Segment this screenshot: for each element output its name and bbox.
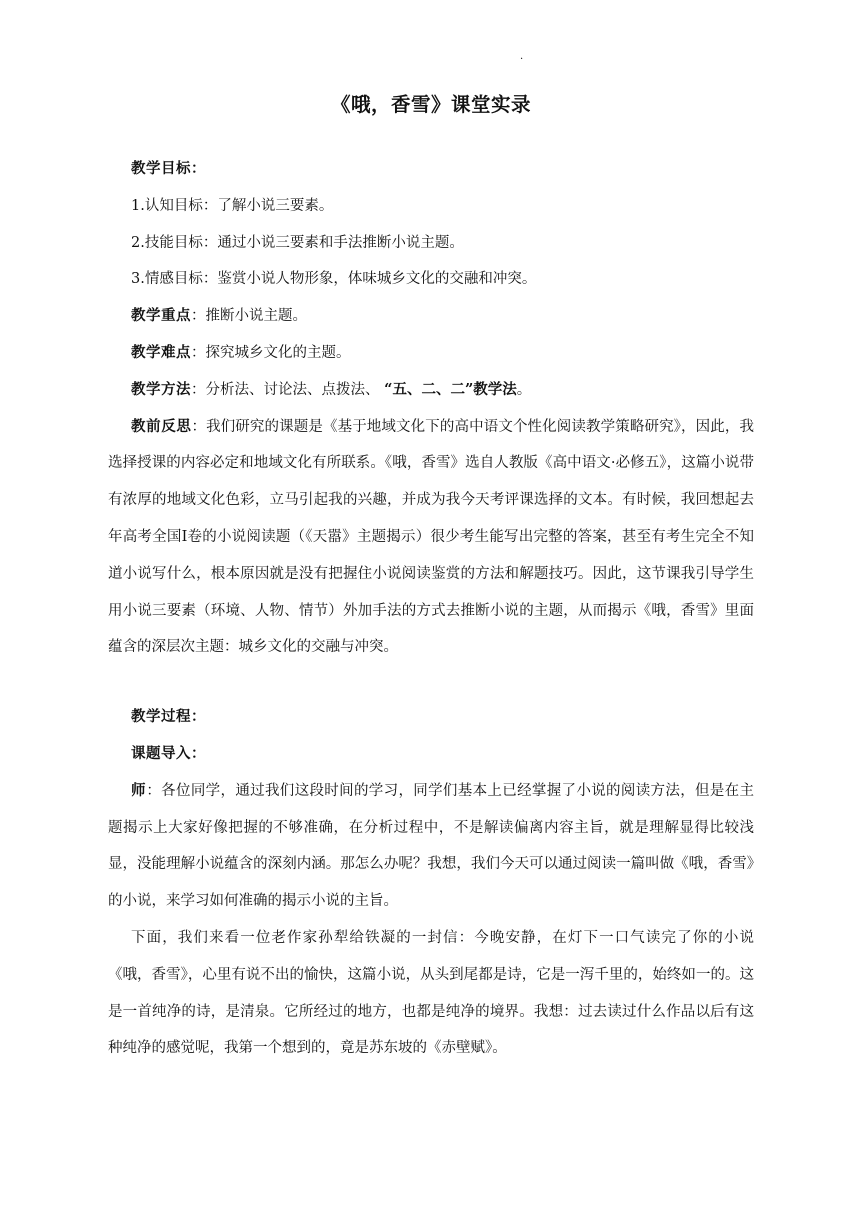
- key-point-line: [108, 298, 754, 335]
- process-heading: 教学过程：: [131, 708, 206, 726]
- intro-heading: 课题导入：: [131, 744, 206, 762]
- header-mark: .: [520, 51, 524, 62]
- goal-item-2: 2.技能目标：通过小说三要素和手法推断小说主题。: [131, 234, 464, 251]
- section-spacer: [108, 666, 754, 699]
- methods-end: 。: [516, 381, 532, 398]
- teacher-text: ：各位同学，通过我们这段时间的学习，同学们基本上已经掌握了小说的阅读方法，但是在主题揭示上大家好像把握的不够准确，在分析过程中，不是解读偏离内容主旨，就是理解显得比较浅显，没能理解小说蕴含的深刻内涵。那怎么办呢？我想，我们今天可以通过阅读一篇叫做《哦，香雪》的小说，来学习如何准确的揭示小说的主旨。: [108, 782, 755, 910]
- difficulty-label: 教学难点: [131, 343, 191, 361]
- reflection-label: 教前反思: [131, 417, 192, 435]
- goal-item-3: 3.情感目标：鉴赏小说人物形象，体味城乡文化的交融和冲突。: [131, 271, 537, 288]
- document-title: 《哦，香雪》课堂实录: [330, 93, 531, 116]
- reflection-text: ：我们研究的课题是《基于地域文化下的高中语文个性化阅读教学策略研究》，因此，我选择授课的内容必定和地域文化有所联系。《哦，香雪》选自人教版《高中语文·必修五》，这篇小说带有浓厚的地域文化色彩，立马引起我的兴趣，并成为我今天考评课选择的文本。有时候，我回想起去年高考全国Ⅰ卷的小说阅读题（《天嚣》主题揭示）很少考生能写出完整的答案，甚至有考生完全不知道小说写什么，根本原因就是没有把握住小说阅读鉴赏的方法和解题技巧。因此，这节课我引导学生用小说三要素（环境、人物、情节）外加手法的方式去推断小说的主题，从而揭示《哦，香雪》里面蕴含的深层次主题：城乡文化的交融与冲突。: [108, 418, 754, 656]
- letter-paragraph: 下面，我们来看一位老作家孙犁给铁凝的一封信：今晚安静，在灯下一口气读完了你的小说《哦，香雪》，心里有说不出的愉快，这篇小说，从头到尾都是诗，它是一泻千里的，始终如一的。这是一首纯净的诗，是清泉。它所经过的地方，也都是纯净的境界。我想：过去读过什么作品以后有这种纯净的感觉呢，我第一个想到的，竟是苏东坡的《赤壁赋》。: [108, 929, 754, 1057]
- key-point-label: 教学重点: [131, 307, 191, 325]
- methods-line: [108, 372, 754, 409]
- methods-emphasis: “五、二、二”教学法: [384, 380, 517, 398]
- teacher-paragraph: [108, 773, 754, 920]
- reflection-paragraph: [108, 409, 754, 667]
- difficulty-line: [108, 335, 754, 372]
- difficulty-text: ：探究城乡文化的主题。: [191, 344, 351, 361]
- goal-item-1: 1.认知目标：了解小说三要素。: [131, 197, 334, 214]
- methods-text: ：分析法、讨论法、点拨法、: [191, 381, 385, 398]
- goals-heading: 教学目标：: [131, 160, 206, 177]
- key-point-text: ：推断小说主题。: [191, 308, 307, 325]
- document-page: [108, 85, 754, 1067]
- methods-label: 教学方法: [131, 380, 191, 398]
- teacher-label: 师: [131, 781, 147, 799]
